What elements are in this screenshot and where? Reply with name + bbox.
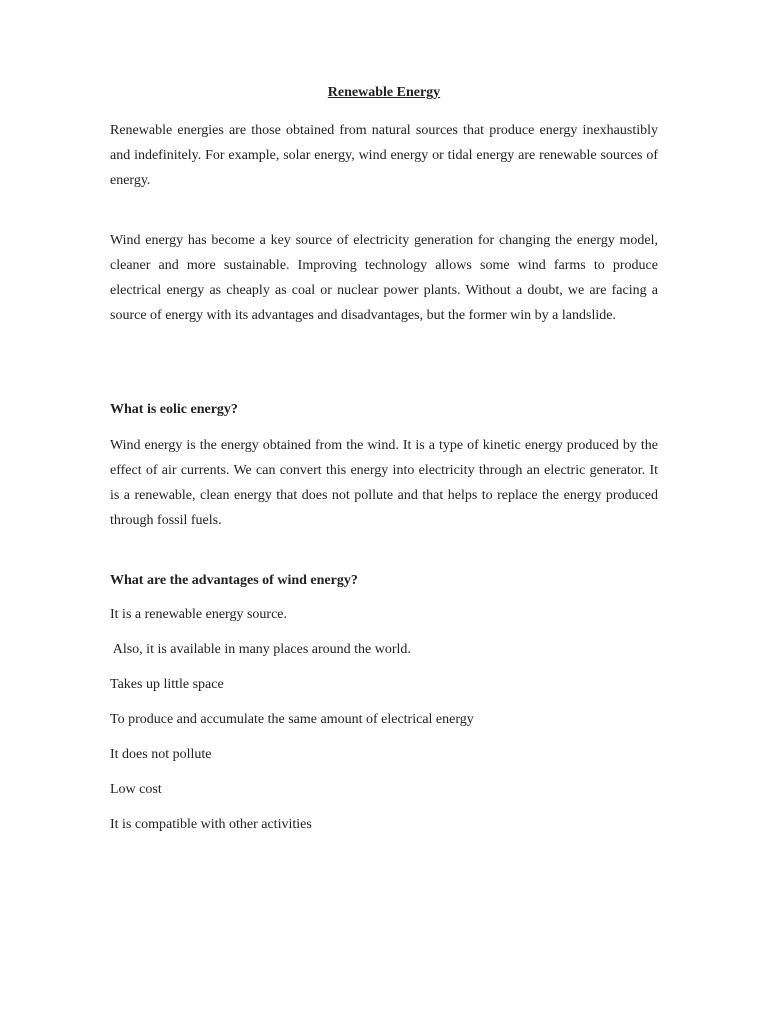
advantage-item: Low cost <box>110 782 162 797</box>
eolic-paragraph: Wind energy is the energy obtained from the wind. It is a type of kinetic energy produced by the effect of air currents. We can convert this energy into electricity through an electric generator. It is a renewable, clean energy that does not pollute and that helps to replace the energy produced through fossil fuels. <box>110 438 658 528</box>
wind-energy-paragraph: Wind energy has become a key source of electricity generation for changing the energy model, cleaner and more sustainable. Improving technology allows some wind farms to produce electrical energy as cheaply as coal or nuclear power plants. Without a doubt, we are facing a source of energy with its advantages and disadvantages, but the former win by a landslide. <box>110 233 658 323</box>
section-heading-advantages: What are the advantages of wind energy? <box>110 573 358 588</box>
document-title: Renewable Energy <box>327 85 441 100</box>
advantage-item: It is compatible with other activities <box>110 817 312 832</box>
advantage-item: Also, it is available in many places around the world. <box>110 642 411 657</box>
advantage-item: It is a renewable energy source. <box>110 607 287 622</box>
advantage-item: It does not pollute <box>110 747 212 762</box>
section-heading-eolic: What is eolic energy? <box>110 402 238 417</box>
advantage-item: To produce and accumulate the same amount of electrical energy <box>110 712 474 727</box>
intro-paragraph: Renewable energies are those obtained from natural sources that produce energy inexhaustibly and indefinitely. For example, solar energy, wind energy or tidal energy are renewable sources of energy. <box>110 123 658 188</box>
advantage-item: Takes up little space <box>110 677 224 692</box>
